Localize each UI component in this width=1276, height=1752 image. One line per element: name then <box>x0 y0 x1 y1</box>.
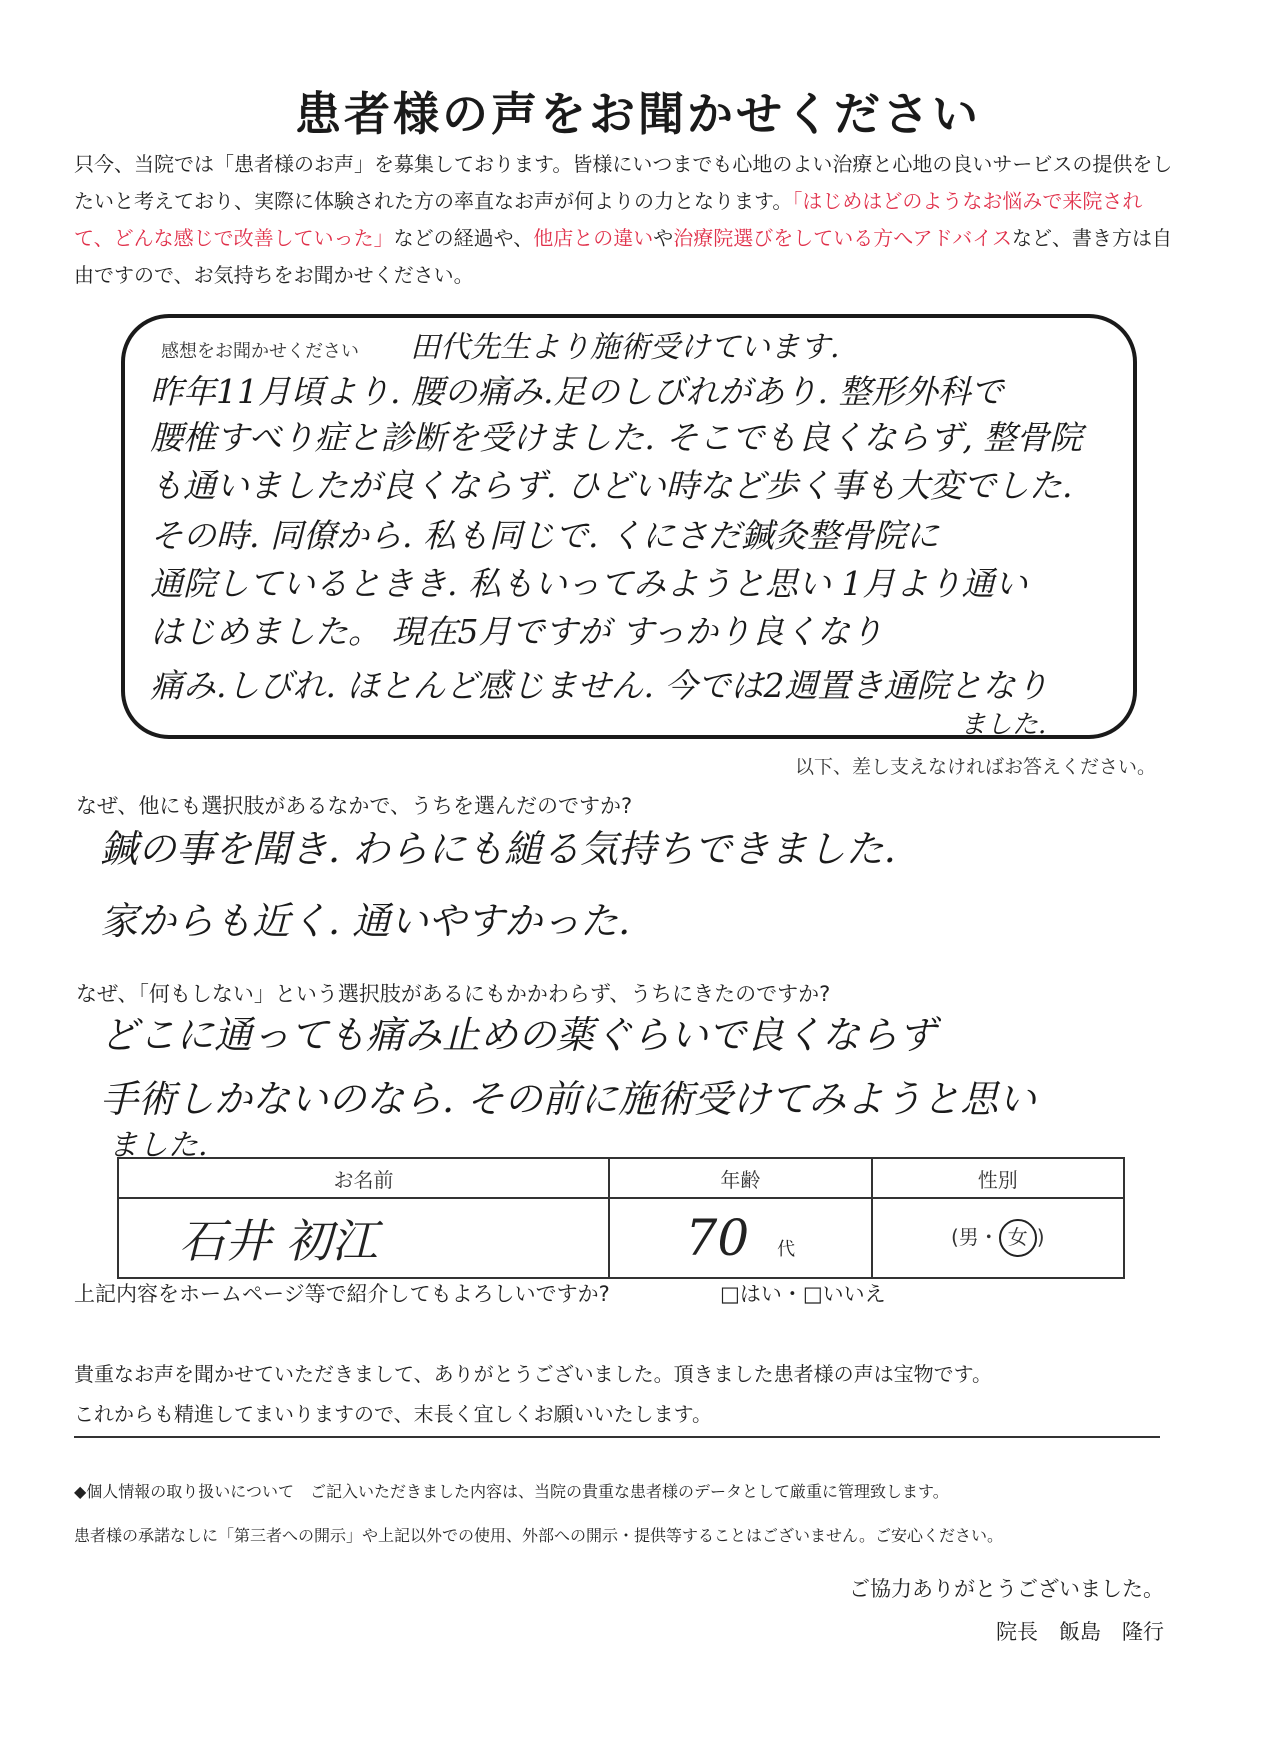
intro-text <box>74 146 1174 294</box>
question-2: なぜ、「何もしない」という選択肢があるにもかかわらず、うちにきたのですか? <box>76 982 831 1006</box>
name-value <box>118 1198 609 1278</box>
name-header: お名前 <box>118 1158 609 1198</box>
voice-line-2: 昨年11月頃より. 腰の痛み.足のしびれがあり. 整形外科で <box>150 372 1004 411</box>
age-value <box>609 1198 871 1278</box>
voice-line-5: その時. 同僚から. 私も同じで. くにさだ鍼灸整骨院に <box>150 516 939 555</box>
voice-box-label: 感想をお聞かせください <box>161 341 359 362</box>
intro-part3: や <box>653 226 674 250</box>
intro-highlight-3: 治療院選びをしている方へアドバイス <box>673 226 1013 250</box>
voice-line-8: 痛み.しびれ. ほとんど感じません. 今では2週置き通院となり <box>150 666 1049 705</box>
gender-selected-circle: 女 <box>999 1219 1037 1257</box>
question-1: なぜ、他にも選択肢があるなかで、うちを選んだのですか? <box>76 794 633 818</box>
intro-part4: など、書き方は自由ですので、お気持ちをお聞かせください。 <box>74 226 1173 287</box>
info-value-row <box>118 1198 1124 1278</box>
intro-highlight-1: 「はじめはどのようなお悩みで来院されて、どんな感じで改善していった」 <box>74 189 1143 250</box>
gender-value <box>872 1198 1124 1278</box>
age-text: 70 <box>685 1209 750 1267</box>
age-unit: 代 <box>777 1239 796 1260</box>
privacy-line-2: 患者様の承諾なしに「第三者への開示」や上記以外での使用、外部への開示・提供等することはございません。ご安心ください。 <box>74 1526 1003 1545</box>
age-header: 年齢 <box>609 1158 871 1198</box>
voice-line-4: も通いましたが良くならず. ひどい時など歩く事も大変でした. <box>150 466 1073 505</box>
intro-part1: 只今、当院では「患者様のお声」を募集しております。皆様にいつまでも心地のよい治療と心地の良いサービスの提供をしたいと考えており、実際に体験された方の率直なお声が何よりの力となります。 <box>74 152 1173 213</box>
consent-question: 上記内容をホームページ等で紹介してもよろしいですか? <box>74 1282 610 1306</box>
answer-1-line-2: 家からも近く. 通いやすかった. <box>100 899 631 943</box>
voice-line-1: 田代先生より施術受けています. <box>410 330 840 365</box>
answer-2-line-1: どこに通っても痛み止めの薬ぐらいで良くならず <box>100 1013 937 1057</box>
gender-header: 性別 <box>872 1158 1124 1198</box>
voice-line-7: はじめました。 現在5月ですが すっかり良くなり <box>150 612 883 651</box>
voice-line-3: 腰椎すべり症と診断を受けました. そこでも良くならず, 整骨院 <box>150 418 1083 457</box>
privacy-notice <box>74 1470 1194 1558</box>
answer-1-line-1: 鍼の事を聞き. わらにも縋る気持ちできました. <box>100 827 896 871</box>
thanks-line-2: これからも精進してまいりますので、末長く宜しくお願いいたします。 <box>74 1402 712 1426</box>
thanks-message <box>74 1354 1194 1434</box>
intro-highlight-2: 他店との違い <box>533 226 654 250</box>
info-header-row <box>118 1158 1124 1198</box>
optional-note: 以下、差し支えなければお答えください。 <box>794 756 1156 778</box>
thanks-line-1: 貴重なお声を聞かせていただきまして、ありがとうございました。頂きました患者様の声は宝物です。 <box>74 1362 992 1386</box>
patient-info-table <box>117 1157 1125 1279</box>
gender-open: (男・ <box>950 1225 999 1249</box>
consent-options[interactable]: □はい・□いいえ <box>720 1282 886 1306</box>
name-text: 石井 初江 <box>179 1214 378 1268</box>
answer-2-line-2: 手術しかないのなら. その前に施術受けてみようと思い <box>100 1077 1037 1121</box>
divider <box>74 1436 1160 1438</box>
intro-part2: などの経過や、 <box>393 226 534 250</box>
director-signature: 院長 飯島 隆行 <box>996 1620 1164 1644</box>
gender-close: ) <box>1036 1225 1045 1249</box>
page-title: 患者様の声をお聞かせください <box>295 87 981 141</box>
voice-line-6: 通院しているときき. 私もいってみようと思い 1月より通い <box>150 564 1028 603</box>
voice-line-9: ました. <box>960 710 1047 740</box>
answer-2-line-3: ました. <box>108 1128 208 1163</box>
privacy-line-1: ◆個人情報の取り扱いについて ご記入いただきました内容は、当院の貴重な患者様のデータとして厳重に管理致します。 <box>74 1482 949 1501</box>
closing-message: ご協力ありがとうございました。 <box>849 1577 1164 1601</box>
